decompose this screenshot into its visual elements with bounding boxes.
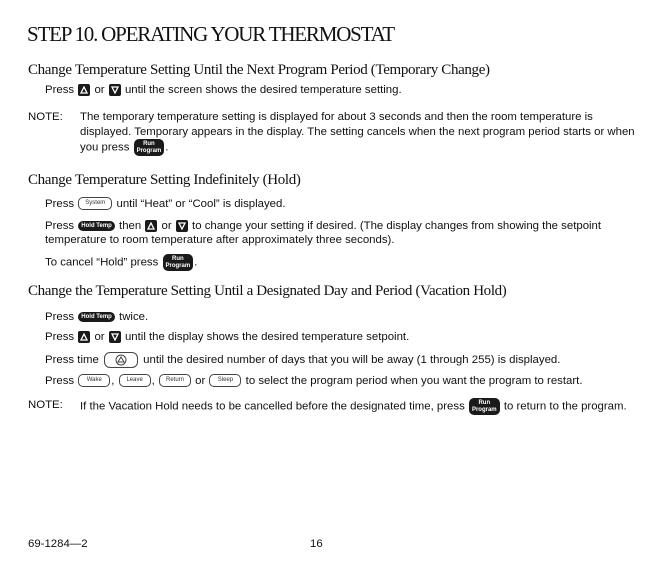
section-heading-temporary: Change Temperature Setting Until the Next Program Period (Temporary Change) [28,62,490,78]
section-heading-hold: Change Temperature Setting Indefinitely (Hold) [28,172,301,188]
instruction-vacation-hold-twice: Press Hold Temp twice. [45,311,149,323]
wake-key-icon: Wake [78,374,110,387]
note-vacation-hold: If the Vacation Hold needs to be cancelled before the designated time, press Run Program to return to the program. [80,398,627,415]
instruction-hold-temp: Press Hold Temp then or to change your setting if desired. (The display changes from showing the setpoint [45,220,602,232]
note-label: NOTE: [28,111,63,123]
instruction-temporary: Press or until the screen shows the desired temperature setting. [45,84,402,96]
time-key-icon [104,352,138,368]
instruction-vacation-setpoint: Press or until the display shows the desired temperature setpoint. [45,331,410,343]
sleep-key-icon: Sleep [209,374,241,387]
down-arrow-icon [109,84,121,96]
leave-key-icon: Leave [119,374,151,387]
note-temporary: The temporary temperature setting is displayed for about 3 seconds and then the room temperature is displayed. Temporary appears in the display. The setting cancels when the next program period starts or when you press Run Program . [80,110,635,156]
instruction-hold-temp-continued: temperature to room temperature after approximately three seconds). [45,234,395,246]
document-number: 69-1284—2 [28,538,88,550]
down-arrow-icon [176,220,188,232]
run-program-key-icon: Run Program [163,254,194,271]
system-key-icon: System [78,197,112,210]
section-heading-vacation-hold: Change the Temperature Setting Until a Designated Day and Period (Vacation Hold) [28,283,507,299]
hold-temp-key-icon: Hold Temp [78,221,115,232]
hold-temp-key-icon: Hold Temp [78,312,115,323]
instruction-vacation-days: Press time until the desired number of days that you will be away (1 through 255) is displayed. [45,352,560,368]
up-arrow-icon [145,220,157,232]
instruction-cancel-hold: To cancel “Hold” press Run Program . [45,254,197,271]
run-program-key-icon: Run Program [469,398,500,415]
instruction-hold-system: Press System until “Heat” or “Cool” is displayed. [45,198,286,210]
return-key-icon: Return [159,374,191,387]
up-arrow-icon [78,331,90,343]
run-program-key-icon: Run Program [134,139,165,156]
up-arrow-icon [78,84,90,96]
page-title: STEP 10. OPERATING YOUR THERMOSTAT [27,22,394,46]
instruction-vacation-period: Press Wake , Leave , Return or Sleep to select the program period when you want the program to restart. [45,375,583,387]
page-number: 16 [310,538,323,550]
note-label: NOTE: [28,399,63,411]
down-arrow-icon [109,331,121,343]
